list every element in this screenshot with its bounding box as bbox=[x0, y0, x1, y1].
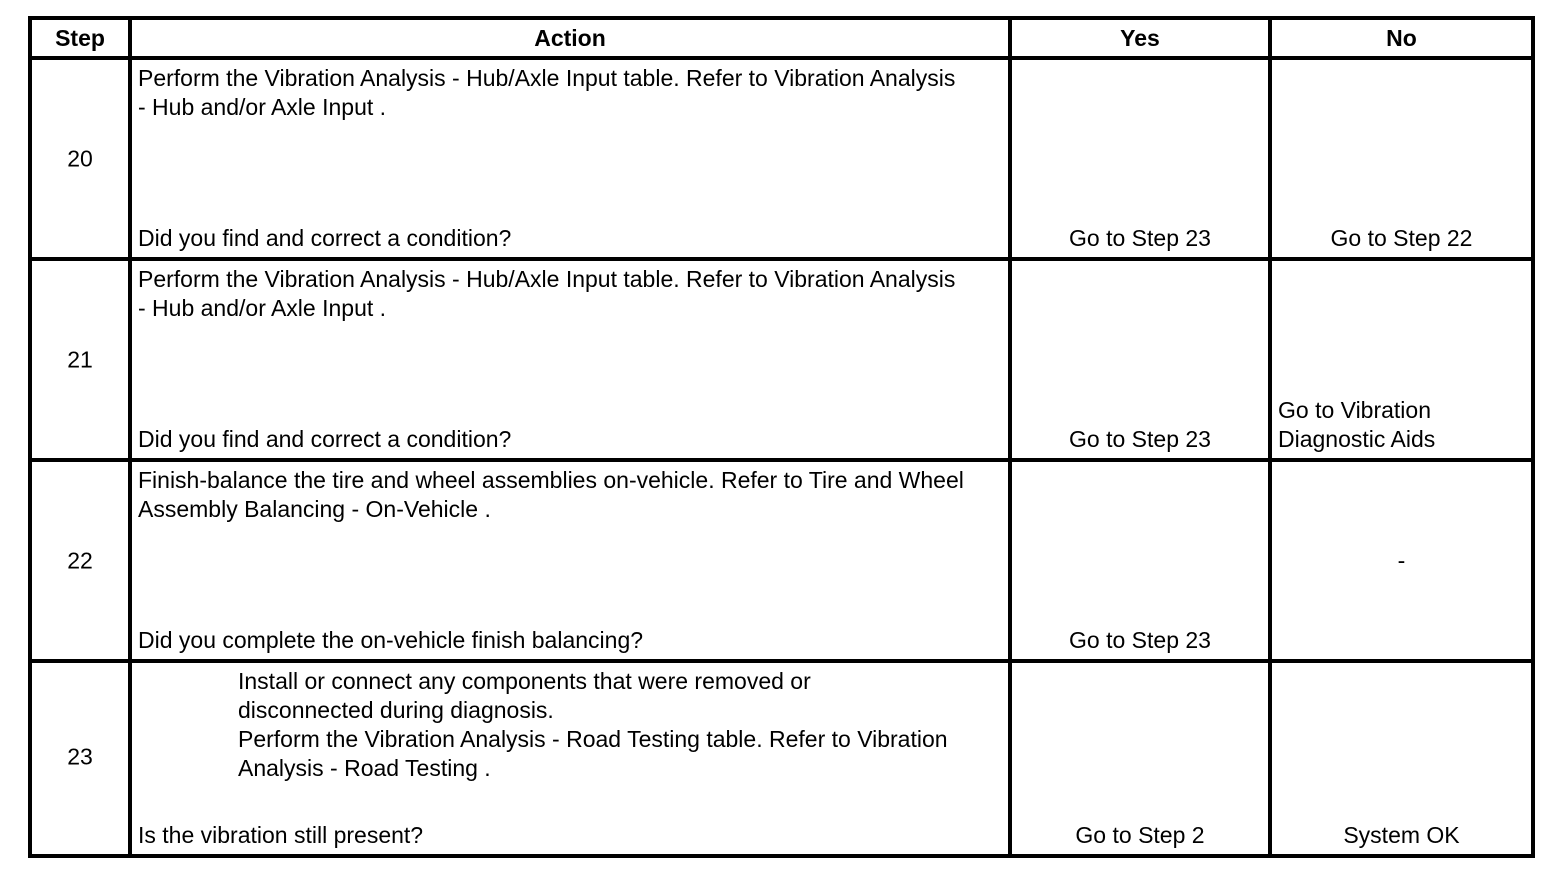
action-question: Did you find and correct a condition? bbox=[138, 225, 512, 251]
yes-cell bbox=[1010, 259, 1270, 460]
yes-cell bbox=[1010, 460, 1270, 661]
no-cell bbox=[1270, 460, 1533, 661]
header-action: Action bbox=[130, 18, 1010, 58]
action-question: Is the vibration still present? bbox=[138, 822, 424, 848]
table-row bbox=[30, 259, 1533, 460]
action-list bbox=[238, 667, 948, 783]
no-cell bbox=[1270, 259, 1533, 460]
table-row bbox=[30, 460, 1533, 661]
step-cell bbox=[30, 58, 130, 259]
no-result: - bbox=[1397, 547, 1406, 573]
action-item: Install or connect any components that were removed or disconnected during diagnosis. bbox=[238, 668, 811, 723]
no-cell bbox=[1270, 58, 1533, 259]
action-cell bbox=[130, 58, 1010, 259]
table-header-row bbox=[30, 18, 1533, 58]
step-number: 23 bbox=[67, 743, 93, 770]
action-text: Perform the Vibration Analysis - Hub/Axle Input table. Refer to Vibration Analysis - Hub and/or Axle Input . bbox=[138, 266, 956, 321]
action-question: Did you complete the on-vehicle finish balancing? bbox=[138, 627, 644, 653]
action-cell bbox=[130, 259, 1010, 460]
yes-cell bbox=[1010, 58, 1270, 259]
action-text: Perform the Vibration Analysis - Hub/Axle Input table. Refer to Vibration Analysis - Hub and/or Axle Input . bbox=[138, 65, 956, 120]
step-number: 20 bbox=[67, 145, 93, 171]
yes-result: Go to Step 23 bbox=[1069, 225, 1211, 251]
action-cell bbox=[130, 661, 1010, 856]
table-row bbox=[30, 58, 1533, 259]
action-item: Perform the Vibration Analysis - Road Testing table. Refer to Vibration Analysis - Road Testing . bbox=[238, 726, 948, 781]
table-row bbox=[30, 661, 1533, 856]
diagnostic-table bbox=[28, 16, 1535, 858]
no-result: Go to Step 22 bbox=[1330, 225, 1473, 251]
header-no: No bbox=[1270, 18, 1533, 58]
step-number: 22 bbox=[67, 547, 93, 573]
yes-result: Go to Step 23 bbox=[1069, 426, 1211, 452]
header-yes: Yes bbox=[1010, 18, 1270, 58]
yes-result: Go to Step 23 bbox=[1069, 627, 1211, 653]
no-result: Go to Vibration Diagnostic Aids bbox=[1278, 397, 1436, 452]
action-cell bbox=[130, 460, 1010, 661]
no-cell bbox=[1270, 661, 1533, 856]
action-question: Did you find and correct a condition? bbox=[138, 426, 512, 452]
yes-cell bbox=[1010, 661, 1270, 856]
step-number: 21 bbox=[67, 346, 93, 372]
yes-result: Go to Step 2 bbox=[1075, 822, 1205, 848]
step-cell bbox=[30, 661, 130, 856]
step-cell bbox=[30, 259, 130, 460]
step-cell bbox=[30, 460, 130, 661]
no-result: System OK bbox=[1343, 822, 1460, 848]
action-text: Finish-balance the tire and wheel assemblies on-vehicle. Refer to Tire and Wheel Assembly Balancing - On-Vehicle . bbox=[138, 467, 964, 522]
header-step: Step bbox=[30, 18, 130, 58]
